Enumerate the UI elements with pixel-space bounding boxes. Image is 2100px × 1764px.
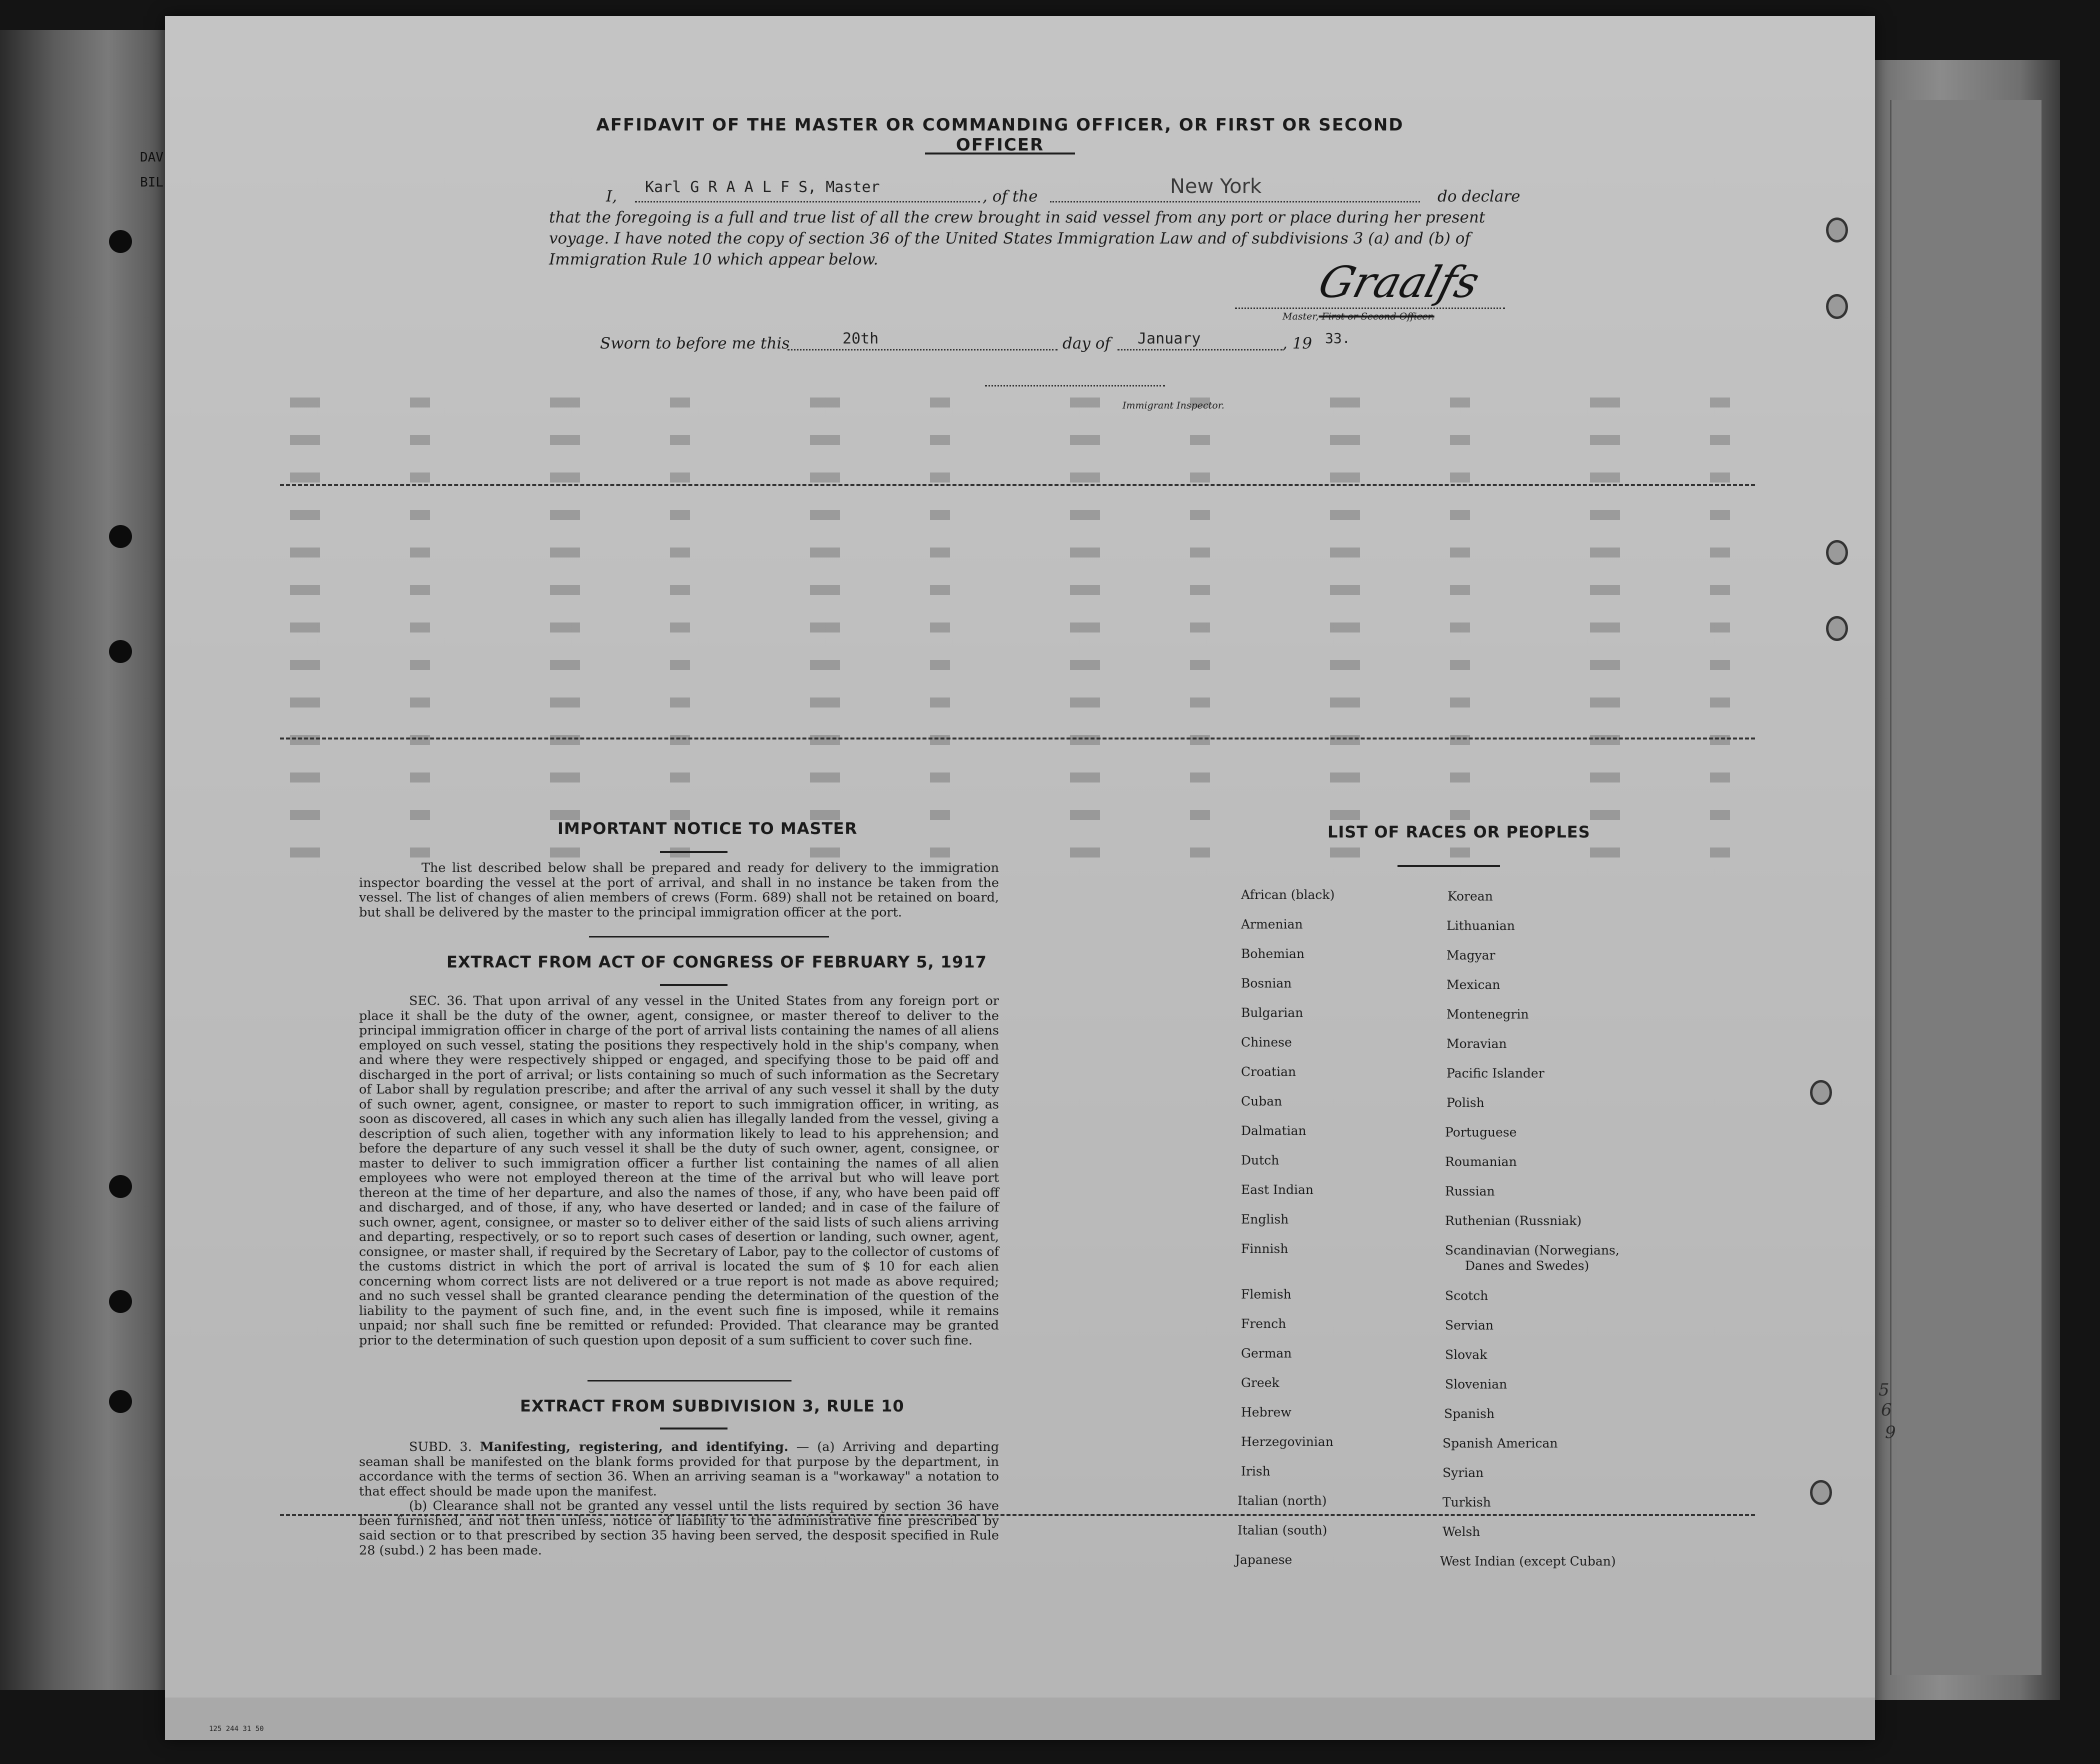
dashed-divider (280, 484, 1755, 486)
subd-label: SUBD. 3. (409, 1440, 472, 1454)
day-of-label: day of (1062, 334, 1110, 352)
dashed-divider (280, 738, 1755, 740)
inspector-signature-line (985, 385, 1165, 386)
act-extract-divider (588, 1380, 792, 1382)
of-the-label: , of the (982, 188, 1038, 206)
bleed-through-row (260, 735, 1760, 745)
sworn-day-line (788, 349, 1058, 350)
bleed-through-row (260, 585, 1760, 595)
sworn-day: 20th (842, 330, 879, 348)
affidavit-title: AFFIDAVIT OF THE MASTER OR COMMANDING OFFICER, OR FIRST OR SECOND OFFICER (596, 115, 1404, 155)
race-right-item: Portuguese (1445, 1125, 1517, 1140)
binder-hole (109, 640, 132, 663)
race-right-item: Servian (1445, 1318, 1494, 1332)
act-extract-title: EXTRACT FROM ACT OF CONGRESS OF FEBRUARY 5, 1917 (446, 952, 987, 972)
race-left-item: Irish (1241, 1464, 1270, 1478)
punch-hole (1810, 1080, 1832, 1105)
pronoun: I, (606, 188, 618, 206)
race-right-item: Moravian (1446, 1036, 1507, 1051)
rule-extract-title: EXTRACT FROM SUBDIVISION 3, RULE 10 (520, 1396, 904, 1416)
race-left-item: Dalmatian (1241, 1124, 1306, 1138)
race-right-item: Mexican (1446, 978, 1500, 992)
subd-para-a: — (a) Arriving and departing seaman shall be manifested on the blank forms provided for that purpose by the department, in accordance with the terms of section 36. When an arriving seaman is a "workaway" a notation to that effect should be made upon the manifest. (359, 1440, 1000, 1499)
race-left-item: Croatian (1241, 1064, 1296, 1079)
race-left-item: Dutch (1241, 1153, 1280, 1168)
vessel-name-line (1050, 201, 1420, 202)
signature-caption-master: Master, (1282, 311, 1319, 322)
race-left-item: English (1241, 1212, 1289, 1226)
binder-hole (109, 525, 132, 548)
race-left-item: Bulgarian (1241, 1006, 1304, 1020)
race-right-item: Slovak (1445, 1348, 1488, 1362)
race-left-item: East Indian (1241, 1182, 1314, 1197)
declaration-line-4: Immigration Rule 10 which appear below. (549, 250, 878, 268)
margin-number: 9 (1885, 1422, 1896, 1442)
sheet-bottom-edge (165, 1698, 1875, 1740)
master-signature: Graalfs (1313, 258, 1485, 308)
race-right-item: Slovenian (1445, 1377, 1508, 1392)
race-left-item: Flemish (1241, 1287, 1292, 1302)
race-left-item: French (1241, 1316, 1286, 1331)
signature-line (1235, 308, 1505, 309)
bleed-through-row (260, 848, 1760, 858)
bleed-through-row (260, 398, 1760, 408)
race-left-item: Bohemian (1241, 946, 1305, 961)
punch-hole (1826, 616, 1848, 641)
notice-divider (589, 936, 829, 938)
race-left-item: German (1241, 1346, 1292, 1360)
race-left-item: Japanese (1235, 1552, 1292, 1567)
race-right-item: Montenegrin (1446, 1007, 1529, 1022)
bleed-through-row (260, 772, 1760, 782)
year-suffix: 33. (1325, 330, 1350, 346)
sworn-month-line (1118, 349, 1282, 350)
binder-hole (109, 1390, 132, 1413)
race-left-item: Hebrew (1241, 1405, 1292, 1420)
bottom-stamp: 125 244 31 50 (209, 1725, 264, 1733)
act-extract-text: SEC. 36. That upon arrival of any vessel in the United States from any foreign port or place it shall be the duty of the owner, agent, consignee, or master thereof to deliver to the principal immigration officer in charge of the port of arrival lists containing the names of all aliens employed on such vessel, stating the positions they respectively hold in the ship's company, when and where they were respectively shipped or engaged, and specifying those to be paid off and discharged in the port of arrival; or lists containing so much of such information as the Secretary of Labor shall by regulation prescribe; and after the arrival of any such vessel it shall by the duty of such owner, agent, consignee, or master to report to such immigration officer, in writing, as soon as discovered, all cases in which any such alien has illegally landed from the vessel, giving a description of such alien, together with any information likely to lead to his apprehension; and before the departure of any such vessel it shall be the duty of such owner, agent, consignee, or master to deliver to such immigration officer a further list containing the names of all alien employees who were not employed thereon at the time of the arrival but who will leave port thereon at the time of her departure, and also the names of those, if any, who have been paid off and discharged, and of those, if any, who have deserted or landed; and in case of the failure of such owner, agent, consignee, or master so to deliver either of the said lists of such aliens arriving and departing, respectively, or so to report such cases of desertion or landing, such owner, agent, consignee, or master shall, if required by the Secretary of Labor, pay to the collector of customs of the customs district in which the port of arrival is located the sum of $ 10 for each alien concerning whom correct lists are not delivered or a true report is not made as above required; and no such vessel shall be granted clearance pending the determination of the question of the liability to the payment of such fine, and, in the event such fine is imposed, while it remains unpaid; nor shall such fine be remitted or refunded: Provided. That clearance may be granted prior to the determination of such question upon deposit of a sum sufficient to cover such fine. (359, 994, 999, 1348)
margin-number: 6 (1881, 1400, 1892, 1420)
subd-heading: Manifesting, registering, and identifying. (480, 1440, 788, 1454)
race-left-item: Bosnian (1241, 976, 1292, 990)
punch-hole (1826, 294, 1848, 319)
race-left-item: Armenian (1241, 917, 1303, 932)
race-left-item: Finnish (1241, 1242, 1288, 1256)
race-right-item: Korean (1448, 889, 1493, 904)
year-prefix: , 19 (1282, 334, 1312, 352)
race-left-item: Chinese (1241, 1035, 1292, 1050)
background-page-left (0, 30, 180, 1690)
title-underline (925, 152, 1075, 154)
binder-hole (109, 1290, 132, 1313)
race-right-item: Polish (1446, 1096, 1484, 1110)
notice-text: The list described below shall be prepared and ready for delivery to the immigration inspector boarding the vessel at the port of arrival, and shall in no instance be taken from the vessel. The list of changes of alien members of crews (Form. 689) shall not be retained on board, but shall be delivered by the master to the principal immigration officer at the port. (359, 860, 999, 920)
race-right-item: Scandinavian (Norwegians, (1445, 1243, 1620, 1258)
background-page-right-inner (1890, 100, 2042, 1675)
race-left-item: Italian (south) (1238, 1523, 1328, 1538)
bleed-through-row (260, 510, 1760, 520)
race-right-item: Scotch (1445, 1288, 1488, 1303)
act-extract-underline (660, 984, 728, 986)
race-right-item: Ruthenian (Russniak) (1445, 1214, 1582, 1228)
race-right-item: Magyar (1446, 948, 1496, 962)
rule-extract-para-b: (b) Clearance shall not be granted any vessel until the lists required by section 36 have been furnished, and not then unless, notice of liability to the administrative fine prescribed by said section or to that prescribed by section 35 having been served, the desposit specified in Rule 28 (subd.) 2 has been made. (359, 1498, 999, 1558)
race-left-item: African (black) (1241, 888, 1335, 902)
race-right-item: Spanish (1444, 1406, 1495, 1421)
declaration-line-2: that the foregoing is a full and true list of all the crew brought in said vessel from any port or place during her present (549, 208, 1486, 226)
binder-hole (109, 1175, 132, 1198)
signature-caption (1282, 311, 1434, 322)
race-left-item: Cuban (1241, 1094, 1282, 1108)
race-left-item: Herzegovinian (1241, 1434, 1334, 1449)
sworn-month: January (1138, 330, 1201, 348)
races-title: LIST OF RACES OR PEOPLES (1328, 822, 1590, 842)
binder-hole (109, 230, 132, 253)
notice-title: IMPORTANT NOTICE TO MASTER (558, 819, 858, 838)
race-right-item: Welsh (1442, 1524, 1480, 1539)
bleed-through-row (260, 810, 1760, 820)
race-right-item: Syrian (1442, 1466, 1484, 1480)
race-left-item: Italian (north) (1238, 1494, 1327, 1508)
bleed-through-row (260, 548, 1760, 558)
rule-extract-underline (660, 1428, 728, 1430)
rule-extract-para-a (359, 1440, 999, 1499)
bleed-through-row (260, 622, 1760, 632)
race-right-item: Turkish (1442, 1495, 1491, 1510)
race-right-item: Spanish American (1442, 1436, 1558, 1450)
races-underline (1398, 865, 1500, 867)
left-tab-label-2: BIL (140, 175, 164, 190)
master-name: Karl G R A A L F S, Master (645, 178, 880, 196)
bleed-through-row (260, 698, 1760, 708)
race-right-item: Lithuanian (1446, 918, 1515, 933)
bleed-through-row (260, 435, 1760, 445)
master-name-line (635, 201, 980, 202)
race-right-item: Russian (1445, 1184, 1495, 1198)
margin-number: 5 (1878, 1380, 1890, 1400)
vessel-name: New York (1170, 175, 1262, 198)
declaration-line-3: voyage. I have noted the copy of section 36 of the United States Immigration Law and of subdivisions 3 (a) and (b) of (549, 230, 1470, 248)
inspector-label: Immigrant Inspector. (1122, 400, 1224, 411)
notice-underline (660, 851, 728, 853)
sworn-label: Sworn to before me this (600, 334, 790, 352)
left-tab-label-1: DAV (140, 150, 164, 165)
punch-hole (1810, 1480, 1832, 1505)
punch-hole (1826, 218, 1848, 242)
punch-hole (1826, 540, 1848, 565)
race-right-item: West Indian (except Cuban) (1440, 1554, 1616, 1568)
bleed-through-row (260, 472, 1760, 482)
bleed-through-row (260, 660, 1760, 670)
race-right-item: Roumanian (1445, 1154, 1517, 1169)
signature-caption-struck: First or Second Officer. (1318, 311, 1434, 322)
race-right-item: Danes and Swedes) (1465, 1258, 1590, 1273)
race-left-item: Greek (1241, 1376, 1280, 1390)
race-right-item: Pacific Islander (1446, 1066, 1544, 1080)
do-declare-label: do declare (1438, 188, 1520, 206)
